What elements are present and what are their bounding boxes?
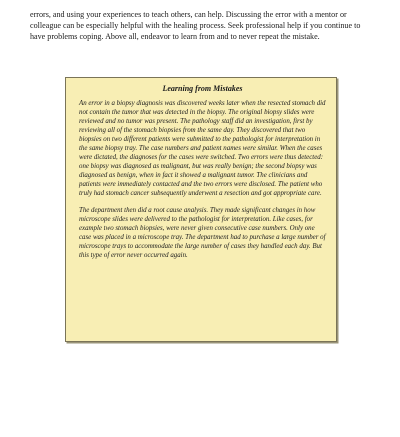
sidebar-title: Learning from Mistakes <box>162 84 243 93</box>
sidebar-box <box>65 77 337 342</box>
intro-paragraph: errors, and using your experiences to teach others, can help. Discussing the error with a mentor or colleague can be especially helpful with the healing process. Seek professional help if you continue to have problems coping. Above all, endeavor to learn from and to never repeat the mistake. <box>30 10 361 41</box>
sidebar-paragraph-2: The department then did a root cause analysis. They made significant changes in how microscope slides were delivered to the pathologist for interpretation. Like cases, for example two stomach biopsies, were never given consecutive case numbers. Only one case was placed in a microscope tray. The department had to purchase a large number of microscope trays to accommodate the large number of cases they handled each day. But this type of error never occurred again. <box>79 206 326 259</box>
sidebar-paragraph-1: An error in a biopsy diagnosis was discovered weeks later when the resected stomach did not contain the tumor that was detected in the biopsy. The original biopsy slides were reviewed and no tumor was present. The pathology staff did an investigation, first by reviewing all of the stomach biopsies from the same day. They discovered that two biopsies on two different patients were submitted to the pathologist for interpretation in the same biopsy tray. The case numbers and patient names were similar. When the cases were dictated, the diagnoses for the cases were switched. Two errors were thus detected: one biopsy was diagnosed as malignant, but was really benign; the second biopsy was diagnosed as benign, when in fact it showed a malignant tumor. The clinicians and patients were immediately contacted and the two errors were disclosed. The patient who truly had stomach cancer subsequently underwent a resection and got appropriate care. <box>79 100 326 198</box>
